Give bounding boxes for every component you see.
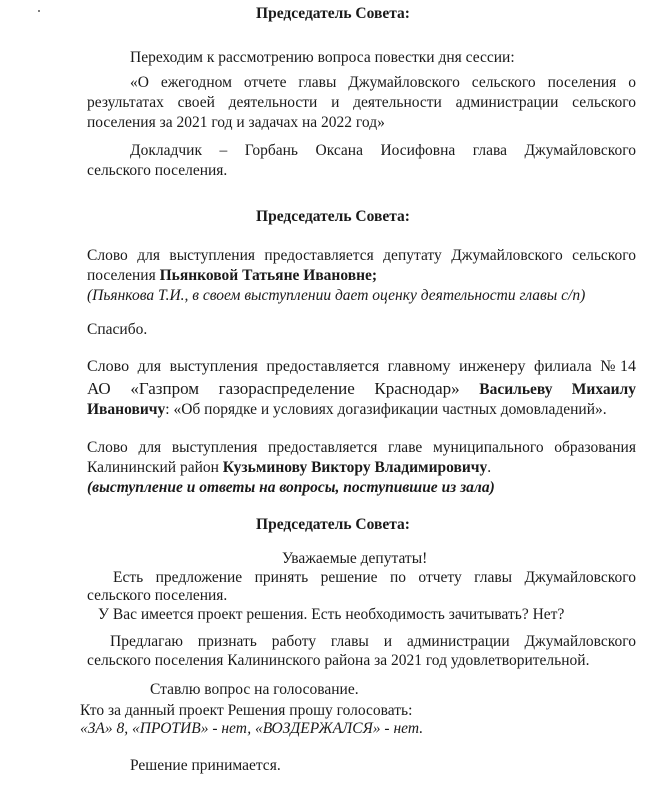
- floor-head-line-2: [87, 458, 636, 478]
- engineer-name-part-2: Ивановичу: [87, 401, 166, 418]
- agenda-topic-line-2: результатах своей деятельности и деятельности администрации сельского: [87, 94, 636, 111]
- floor-deputy-text: поселения: [87, 267, 160, 284]
- floor-head-line-1: Слово для выступления предоставляется главе муниципального образования: [87, 439, 636, 456]
- floor-engineer-line-1: Слово для выступления предоставляется главному инженеру филиала №14: [87, 358, 636, 375]
- greeting: Уважаемые депутаты!: [282, 550, 428, 567]
- proposal-line-2: сельского поселения.: [87, 587, 228, 604]
- draft-question: У Вас имеется проект решения. Есть необходимость зачитывать? Нет?: [98, 606, 565, 623]
- vote-request: Кто за данный проект Решения прошу голосовать:: [80, 702, 413, 719]
- head-name: Кузьминову Виктору Владимировичу: [222, 459, 488, 476]
- speaker-line-2: сельского поселения.: [87, 162, 228, 179]
- period: .: [487, 459, 492, 476]
- floor-deputy-line-1: Слово для выступления предоставляется депутату Джумайловского сельского: [87, 247, 636, 264]
- agenda-intro: Переходим к рассмотрению вопроса повестки дня сессии:: [130, 49, 515, 66]
- district-text: Калининский район: [87, 459, 223, 476]
- vote-call: Ставлю вопрос на голосование.: [150, 681, 359, 698]
- engineer-name-part-1: Васильеву Михаилу: [479, 381, 636, 398]
- agenda-topic-line-3: поселения за 2021 год и задачах на 2022 год»: [87, 114, 385, 131]
- vote-result: «ЗА» 8, «ПРОТИВ» - нет, «ВОЗДЕРЖАЛСЯ» - нет.: [80, 720, 424, 737]
- thanks-text: Спасибо.: [87, 321, 148, 338]
- engineer-topic: : «Об порядке и условиях догазификации частных домовладений».: [165, 401, 607, 418]
- floor-engineer-line-2: [87, 379, 636, 400]
- heading-chairman-2: Председатель Совета:: [256, 208, 410, 225]
- floor-engineer-line-3: [87, 400, 647, 420]
- agenda-topic-line-1: «О ежегодном отчете главы Джумайловского сельского поселения о: [130, 74, 636, 91]
- heading-chairman-3: Председатель Совета:: [256, 516, 410, 533]
- head-note: (выступление и ответы на вопросы, поступившие из зала): [87, 479, 495, 496]
- company-name: АО «Газпром газораспределение Краснодар»: [87, 379, 480, 398]
- speaker-line-1: Докладчик – Горбань Оксана Иосифовна глава Джумайловского: [130, 142, 636, 159]
- approval-line-1: Предлагаю признать работу главы и администрации Джумайловского: [110, 633, 636, 650]
- deputy-note: (Пьянкова Т.И., в своем выступлении дает оценку деятельности главы с/п): [87, 287, 586, 304]
- decision-text: Решение принимается.: [130, 757, 281, 774]
- heading-chairman-1: Председатель Совета:: [256, 5, 410, 22]
- floor-deputy-line-2: [87, 266, 636, 286]
- deputy-name: Пьянковой Татьяне Ивановне;: [159, 267, 378, 284]
- approval-line-2: сельского поселения Калининского района за 2021 год удовлетворительной.: [87, 652, 590, 669]
- proposal-line-1: Есть предложение принять решение по отчету главы Джумайловского: [113, 569, 636, 586]
